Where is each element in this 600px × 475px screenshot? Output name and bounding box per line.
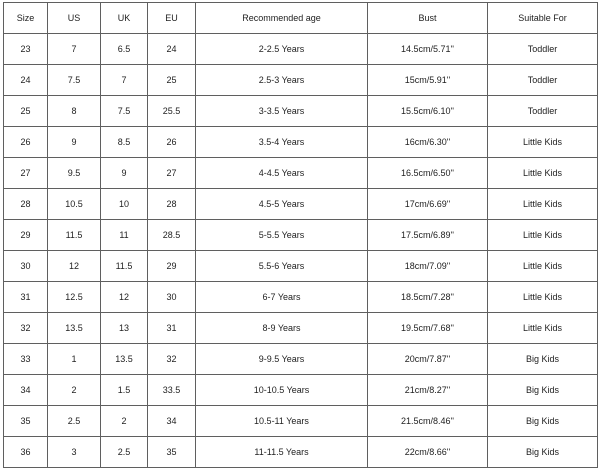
table-row — [4, 158, 598, 189]
cell-size: 29 — [4, 220, 48, 251]
cell-eu: 24 — [148, 34, 196, 65]
cell-eu: 29 — [148, 251, 196, 282]
cell-eu: 32 — [148, 344, 196, 375]
cell-suitable-for: Toddler — [488, 96, 598, 127]
cell-recommended-age: 10.5-11 Years — [196, 406, 368, 437]
cell-size: 34 — [4, 375, 48, 406]
cell-eu: 26 — [148, 127, 196, 158]
cell-suitable-for: Little Kids — [488, 313, 598, 344]
cell-us: 12.5 — [48, 282, 101, 313]
header-us: US — [48, 3, 101, 34]
header-eu: EU — [148, 3, 196, 34]
cell-uk: 6.5 — [101, 34, 148, 65]
table-row — [4, 344, 598, 375]
cell-us: 13.5 — [48, 313, 101, 344]
cell-suitable-for: Toddler — [488, 34, 598, 65]
cell-size: 23 — [4, 34, 48, 65]
cell-recommended-age: 5-5.5 Years — [196, 220, 368, 251]
cell-suitable-for: Little Kids — [488, 251, 598, 282]
cell-eu: 33.5 — [148, 375, 196, 406]
size-table — [3, 2, 598, 468]
cell-size: 33 — [4, 344, 48, 375]
cell-us: 12 — [48, 251, 101, 282]
cell-bust: 19.5cm/7.68'' — [368, 313, 488, 344]
cell-recommended-age: 9-9.5 Years — [196, 344, 368, 375]
cell-suitable-for: Big Kids — [488, 375, 598, 406]
cell-size: 32 — [4, 313, 48, 344]
cell-uk: 1.5 — [101, 375, 148, 406]
cell-eu: 30 — [148, 282, 196, 313]
header-recommended-age: Recommended age — [196, 3, 368, 34]
table-row — [4, 220, 598, 251]
cell-eu: 34 — [148, 406, 196, 437]
table-row — [4, 437, 598, 468]
header-size: Size — [4, 3, 48, 34]
cell-suitable-for: Little Kids — [488, 189, 598, 220]
cell-uk: 13.5 — [101, 344, 148, 375]
cell-uk: 7.5 — [101, 96, 148, 127]
cell-recommended-age: 2-2.5 Years — [196, 34, 368, 65]
cell-us: 11.5 — [48, 220, 101, 251]
cell-uk: 7 — [101, 65, 148, 96]
cell-suitable-for: Little Kids — [488, 127, 598, 158]
cell-size: 28 — [4, 189, 48, 220]
cell-bust: 14.5cm/5.71'' — [368, 34, 488, 65]
cell-size: 26 — [4, 127, 48, 158]
cell-size: 35 — [4, 406, 48, 437]
cell-recommended-age: 4-4.5 Years — [196, 158, 368, 189]
cell-size: 24 — [4, 65, 48, 96]
cell-eu: 31 — [148, 313, 196, 344]
cell-bust: 16.5cm/6.50'' — [368, 158, 488, 189]
cell-uk: 2 — [101, 406, 148, 437]
cell-eu: 27 — [148, 158, 196, 189]
cell-size: 25 — [4, 96, 48, 127]
cell-size: 31 — [4, 282, 48, 313]
cell-bust: 20cm/7.87'' — [368, 344, 488, 375]
cell-recommended-age: 4.5-5 Years — [196, 189, 368, 220]
header-bust: Bust — [368, 3, 488, 34]
cell-uk: 10 — [101, 189, 148, 220]
cell-bust: 18cm/7.09'' — [368, 251, 488, 282]
table-row — [4, 375, 598, 406]
cell-bust: 18.5cm/7.28'' — [368, 282, 488, 313]
cell-us: 7.5 — [48, 65, 101, 96]
table-row — [4, 96, 598, 127]
cell-recommended-age: 3.5-4 Years — [196, 127, 368, 158]
cell-uk: 8.5 — [101, 127, 148, 158]
cell-uk: 11.5 — [101, 251, 148, 282]
table-row — [4, 65, 598, 96]
cell-uk: 9 — [101, 158, 148, 189]
cell-us: 9.5 — [48, 158, 101, 189]
cell-uk: 11 — [101, 220, 148, 251]
cell-recommended-age: 10-10.5 Years — [196, 375, 368, 406]
table-row — [4, 251, 598, 282]
cell-us: 2 — [48, 375, 101, 406]
cell-recommended-age: 3-3.5 Years — [196, 96, 368, 127]
cell-recommended-age: 11-11.5 Years — [196, 437, 368, 468]
cell-recommended-age: 2.5-3 Years — [196, 65, 368, 96]
cell-bust: 15cm/5.91'' — [368, 65, 488, 96]
cell-us: 7 — [48, 34, 101, 65]
table-row — [4, 406, 598, 437]
cell-suitable-for: Big Kids — [488, 437, 598, 468]
cell-uk: 2.5 — [101, 437, 148, 468]
cell-us: 10.5 — [48, 189, 101, 220]
cell-us: 8 — [48, 96, 101, 127]
cell-bust: 17cm/6.69'' — [368, 189, 488, 220]
cell-size: 36 — [4, 437, 48, 468]
table-row — [4, 313, 598, 344]
cell-eu: 25.5 — [148, 96, 196, 127]
cell-bust: 16cm/6.30'' — [368, 127, 488, 158]
table-row — [4, 282, 598, 313]
cell-size: 30 — [4, 251, 48, 282]
cell-suitable-for: Little Kids — [488, 220, 598, 251]
cell-suitable-for: Little Kids — [488, 158, 598, 189]
cell-suitable-for: Big Kids — [488, 344, 598, 375]
cell-suitable-for: Toddler — [488, 65, 598, 96]
cell-eu: 28.5 — [148, 220, 196, 251]
header-suitable-for: Suitable For — [488, 3, 598, 34]
cell-recommended-age: 6-7 Years — [196, 282, 368, 313]
cell-suitable-for: Big Kids — [488, 406, 598, 437]
table-header-row — [4, 3, 598, 34]
cell-bust: 17.5cm/6.89'' — [368, 220, 488, 251]
cell-uk: 12 — [101, 282, 148, 313]
cell-suitable-for: Little Kids — [488, 282, 598, 313]
cell-eu: 35 — [148, 437, 196, 468]
cell-bust: 21.5cm/8.46'' — [368, 406, 488, 437]
cell-recommended-age: 5.5-6 Years — [196, 251, 368, 282]
cell-uk: 13 — [101, 313, 148, 344]
cell-bust: 15.5cm/6.10'' — [368, 96, 488, 127]
cell-bust: 21cm/8.27'' — [368, 375, 488, 406]
cell-us: 1 — [48, 344, 101, 375]
cell-size: 27 — [4, 158, 48, 189]
table-row — [4, 189, 598, 220]
cell-bust: 22cm/8.66'' — [368, 437, 488, 468]
cell-us: 9 — [48, 127, 101, 158]
table-body — [4, 34, 598, 468]
header-uk: UK — [101, 3, 148, 34]
table-row — [4, 34, 598, 65]
cell-eu: 28 — [148, 189, 196, 220]
cell-eu: 25 — [148, 65, 196, 96]
cell-us: 3 — [48, 437, 101, 468]
cell-us: 2.5 — [48, 406, 101, 437]
cell-recommended-age: 8-9 Years — [196, 313, 368, 344]
table-row — [4, 127, 598, 158]
